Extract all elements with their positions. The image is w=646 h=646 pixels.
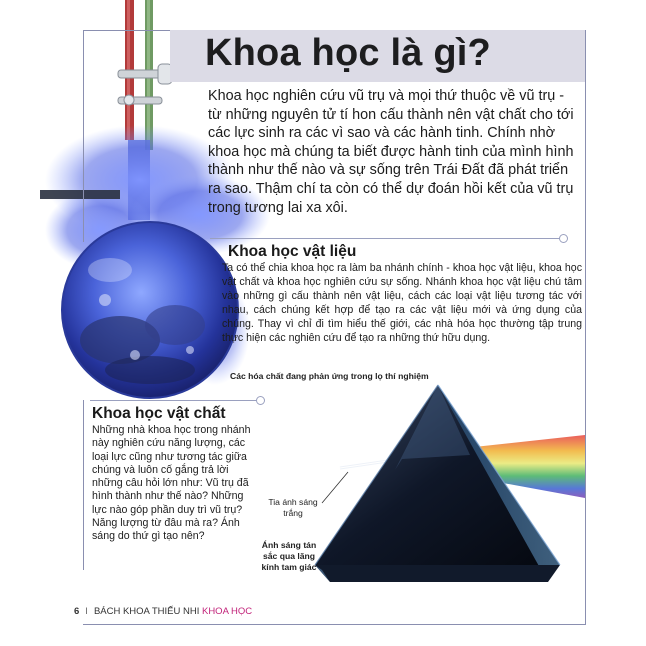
page-number: 6 — [74, 606, 80, 617]
page-title: Khoa học là gì? — [205, 32, 491, 74]
section-body-materials: Ta có thể chia khoa học ra làm ba nhánh chính - khoa học vật liệu, khoa học vật chất và khoa học nghiên cứu sự sống. Nhánh khoa học vật liệu chú tâm vào những gì cấu thành nên vật liệu, cách các loại vật liệu tương tác với nhau, cách chúng kết hợp để tạo ra các vật liệu mới và ứng dụng của chúng. Thay vì chỉ đi tìm hiểu thế giới, các nhà hóa học thường tập trung thực hiện các nghiên cứu để tạo ra những thứ hữu dụng. — [222, 262, 582, 344]
section-divider — [90, 400, 260, 401]
page-footer — [74, 606, 252, 617]
divider-dot — [256, 396, 265, 405]
subject-name: KHOA HỌC — [201, 606, 253, 617]
prism-illustration — [315, 385, 585, 582]
footer-separator: I — [85, 606, 88, 617]
frame-line-inner — [83, 400, 84, 570]
section-heading-materials: Khoa học vật liệu — [228, 243, 357, 260]
frame-line-left — [83, 30, 84, 242]
section-heading-physical: Khoa học vật chất — [92, 405, 226, 422]
frame-line-bottom — [83, 624, 586, 625]
flask-caption: Các hóa chất đang phản ứng trong lọ thí nghiệm — [230, 371, 429, 381]
frame-line-right — [585, 30, 586, 625]
intro-paragraph: Khoa học nghiên cứu vũ trụ và mọi thứ thuộc về vũ trụ - từ những nguyên tử tí hon cấu thành nên vật chất cho tới các lực sinh ra các vì sao và các hành tinh. Chính nhờ khoa học mà chúng ta biết được hành tinh của mình hình thành như thế nào và sự sống trên Trái Đất đã phát triển ra sao. Thậm chí ta còn có thể dự đoán hồi kết của vũ trụ trong tương lai xa xôi. — [208, 88, 574, 216]
white-light-label: Tia ánh sáng trắng — [268, 497, 318, 518]
section-divider — [210, 238, 562, 239]
divider-dot — [559, 234, 568, 243]
series-name: BÁCH KHOA THIẾU NHI — [93, 606, 200, 617]
section-body-physical: Những nhà khoa học trong nhánh này nghiên cứu năng lượng, các loại lực cũng như tương tác giữa chúng và luôn cố gắng trả lời những câu hỏi lớn như: Vũ trụ đã hình thành như thế nào? Những lực nào góp phần duy trì vũ trụ? Năng lượng từ đâu mà ra? Ánh sáng do thứ gì tạo nên? — [92, 424, 251, 543]
dispersed-light-label: Ánh sáng tán sắc qua lăng kính tam giác — [261, 540, 317, 572]
